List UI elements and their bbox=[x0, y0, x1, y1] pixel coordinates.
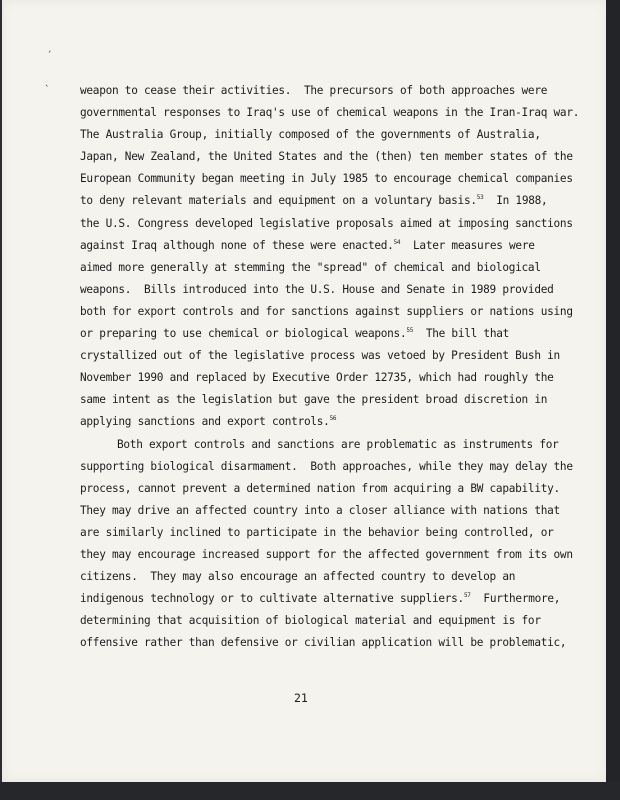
text-line: November 1990 and replaced by Executive Order 12735, which had roughly the bbox=[80, 371, 554, 385]
text-line: citizens. They may also encourage an affected country to develop an bbox=[80, 570, 516, 584]
text-line: applying sanctions and export controls.$^{56}$ bbox=[80, 415, 337, 429]
footnote-ref: 57 bbox=[463, 592, 471, 600]
text-line: same intent as the legislation but gave the president broad discretion in bbox=[80, 393, 548, 407]
text-line: They may drive an affected country into a closer alliance with nations that bbox=[80, 503, 560, 517]
margin-mark: ˎ bbox=[44, 77, 50, 87]
text-line: weapon to cease their activities. The precursors of both approaches were bbox=[80, 84, 548, 97]
text-line: against Iraq although none of these were enacted.$^{54}$ Later measures were bbox=[80, 238, 535, 252]
text-line: weapons. Bills introduced into the U.S. House and Senate in 1989 provided bbox=[80, 282, 554, 296]
text-line: Japan, New Zealand, the United States and the (then) ten member states of the bbox=[80, 150, 573, 164]
text-line: or preparing to use chemical or biological weapons.$^{55}$ The bill that bbox=[80, 327, 510, 341]
text-line: are similarly inclined to participate in the behavior being controlled, or bbox=[80, 525, 554, 539]
scan-border-right bbox=[606, 0, 620, 800]
footnote-ref: 56 bbox=[329, 415, 337, 423]
text-line: aimed more generally at stemming the "spread" of chemical and biological bbox=[80, 260, 541, 274]
text-line: both for export controls and for sanctions against suppliers or nations using bbox=[80, 304, 573, 318]
scan-border-bottom bbox=[0, 782, 620, 800]
margin-mark: ˏ bbox=[47, 43, 53, 53]
text-line: crystallized out of the legislative process was vetoed by President Bush in bbox=[80, 349, 560, 363]
document-page bbox=[2, 0, 607, 782]
text-line: The Australia Group, initially composed of the governments of Australia, bbox=[80, 128, 541, 142]
footnote-ref: 53 bbox=[476, 194, 484, 202]
footnote-ref: 54 bbox=[393, 238, 401, 246]
text-line: they may encourage increased support for the affected government from its own bbox=[80, 547, 573, 561]
text-line: Both export controls and sanctions are problematic as instruments for bbox=[117, 437, 559, 451]
text-line: European Community began meeting in July 1985 to encourage chemical companies bbox=[80, 172, 573, 186]
text-line: determining that acquisition of biological material and equipment is for bbox=[80, 614, 541, 628]
text-line: to deny relevant materials and equipment on a voluntary basis.$^{53}$ In 1988, bbox=[80, 194, 548, 208]
text-line: offensive rather than defensive or civilian application will be problematic, bbox=[80, 636, 567, 650]
text-line: governmental responses to Iraq's use of chemical weapons in the Iran-Iraq war. bbox=[80, 106, 580, 120]
text-line: process, cannot prevent a determined nation from acquiring a BW capability. bbox=[80, 481, 560, 495]
text-line: supporting biological disarmament. Both approaches, while they may delay the bbox=[80, 459, 573, 473]
page-number: 21 bbox=[294, 691, 308, 705]
footnote-ref: 55 bbox=[406, 327, 414, 335]
text-line: indigenous technology or to cultivate alternative suppliers.$^{57}$ Furthermore, bbox=[80, 592, 561, 606]
body-text bbox=[80, 80, 600, 654]
text-line: the U.S. Congress developed legislative proposals aimed at imposing sanctions bbox=[80, 216, 573, 230]
